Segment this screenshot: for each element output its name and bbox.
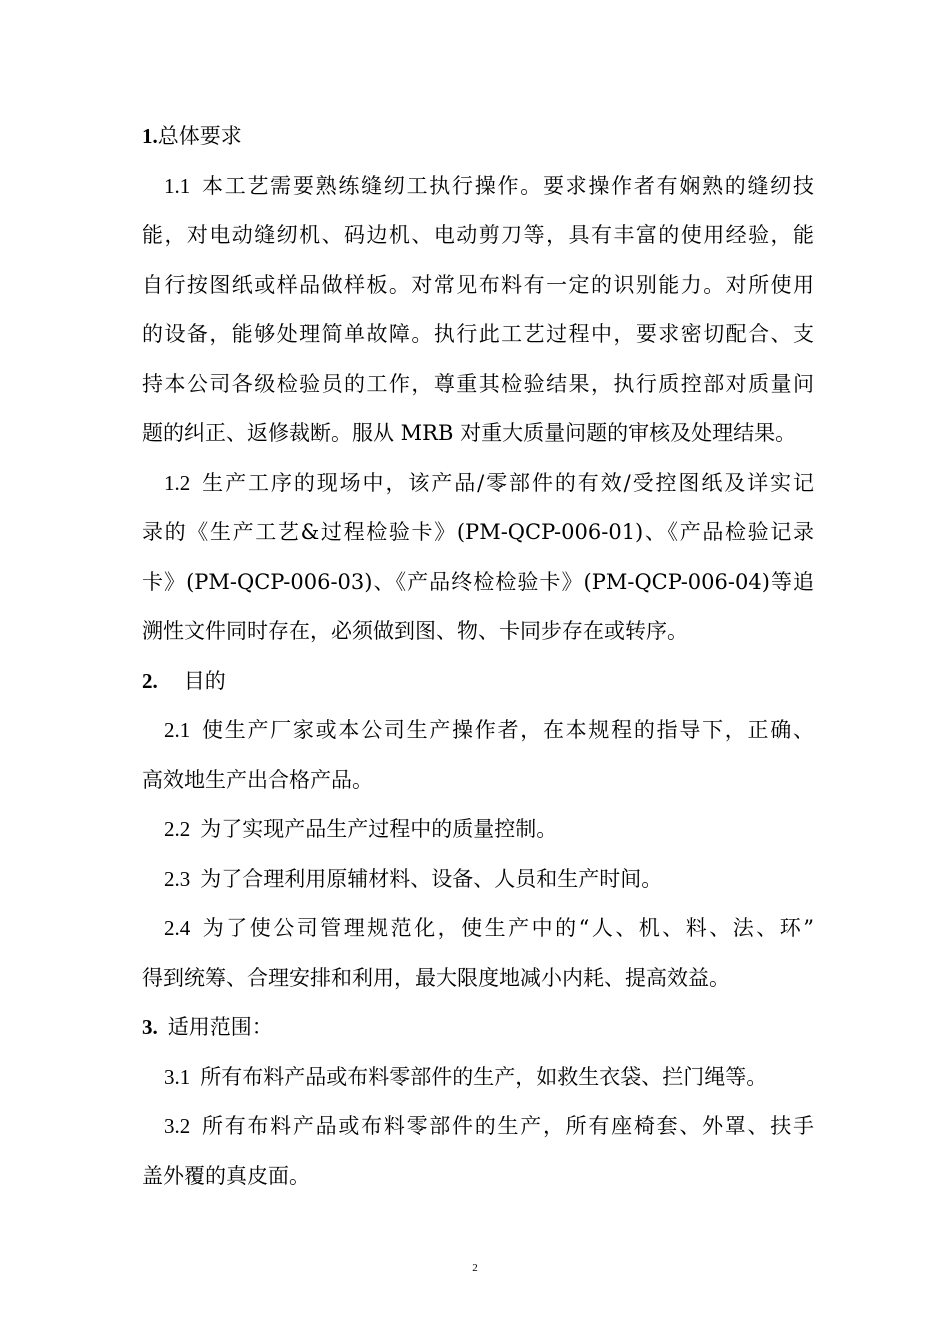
document-page <box>142 112 814 1201</box>
paragraph-line <box>142 1053 814 1103</box>
clause-number: 2.4 <box>164 916 191 940</box>
paragraph-line: 自行按图纸或样品做样板。对常见布料有一定的识别能力。对所使用 <box>142 272 814 297</box>
paragraph-text: 本工艺需要熟练缝纫工执行操作。要求操作者有娴熟的缝纫技 <box>200 173 814 198</box>
section-heading-2 <box>142 657 814 707</box>
paragraph-line: 持本公司各级检验员的工作，尊重其检验结果，执行质控部对质量问 <box>142 371 814 396</box>
section-number: 1. <box>142 124 158 148</box>
clause-number: 3.2 <box>164 1114 191 1138</box>
paragraph-line <box>142 1102 814 1152</box>
clause-number: 3.1 <box>164 1064 191 1089</box>
paragraph-line <box>142 706 814 756</box>
section-title: 适用范围： <box>167 1015 273 1039</box>
paragraph-text: 使生产厂家或本公司生产操作者，在本规程的指导下，正确、 <box>200 718 814 742</box>
paragraph-text: 生产工序的现场中，该产品/零部件的有效/受控图纸及详实记 <box>200 470 814 495</box>
paragraph-line: 得到统筹、合理安排和利用，最大限度地减小内耗、提高效益。 <box>142 965 730 990</box>
paragraph-line: 能，对电动缝纫机、码边机、电动剪刀等，具有丰富的使用经验，能 <box>142 223 814 247</box>
paragraph-line <box>142 855 814 905</box>
section-number: 2. <box>142 668 158 693</box>
paragraph-line <box>142 162 814 212</box>
section-title: 总体要求 <box>157 124 242 148</box>
paragraph-text: 所有布料产品或布料零部件的生产，如救生衣袋、拦门绳等。 <box>200 1064 768 1089</box>
paragraph-text: 为了实现产品生产过程中的质量控制。 <box>200 817 558 841</box>
paragraph-text: 为了使公司管理规范化，使生产中的“人、机、料、法、环” <box>200 916 814 940</box>
paragraph-line: 溯性文件同时存在，必须做到图、物、卡同步存在或转序。 <box>142 619 688 643</box>
paragraph-text: 所有布料产品或布料零部件的生产，所有座椅套、外罩、扶手 <box>200 1114 814 1138</box>
section-heading-1 <box>142 112 814 162</box>
paragraph-line <box>142 805 814 855</box>
paragraph-line: 的设备，能够处理简单故障。执行此工艺过程中，要求密切配合、支 <box>142 322 814 346</box>
section-title: 目的 <box>183 668 226 693</box>
section-number: 3. <box>142 1015 158 1039</box>
section-heading-3 <box>142 1003 814 1053</box>
clause-number: 2.1 <box>164 718 191 742</box>
clause-number: 2.2 <box>164 817 191 841</box>
paragraph-line: 录的《生产工艺&过程检验卡》(PM-QCP-006-01)、《产品检验记录 <box>142 520 814 544</box>
page-number: 2 <box>472 1262 478 1274</box>
clause-number: 2.3 <box>164 866 191 891</box>
paragraph-line <box>142 904 814 954</box>
clause-number: 1.1 <box>164 173 191 198</box>
paragraph-line <box>142 459 814 509</box>
paragraph-line: 题的纠正、返修裁断。服从 MRB 对重大质量问题的审核及处理结果。 <box>142 421 797 445</box>
paragraph-line: 高效地生产出合格产品。 <box>142 767 373 792</box>
clause-number: 1.2 <box>164 470 191 495</box>
paragraph-line: 盖外覆的真皮面。 <box>142 1163 310 1188</box>
paragraph-line: 卡》(PM-QCP-006-03)、《产品终检检验卡》(PM-QCP-006-04)等追 <box>142 569 814 594</box>
paragraph-text: 为了合理利用原辅材料、设备、人员和生产时间。 <box>200 866 663 891</box>
